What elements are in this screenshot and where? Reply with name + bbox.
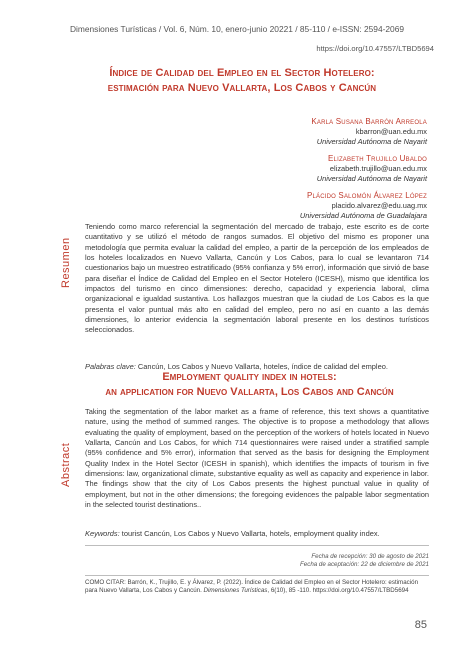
author-institution: Universidad Autónoma de Nayarit bbox=[316, 174, 427, 183]
author-name: Plácido Salomón Álvarez López bbox=[306, 191, 427, 200]
keywords-es-text: Cancún, Los Cabos y Nuevo Vallarta, hoteles, índice de calidad del empleo. bbox=[135, 362, 388, 371]
citation-prefix: COMO CITAR: Barrón, K., Trujillo, E. y Álvarez, P. (2022). Índice de Calidad del Empleo en el Sector Hotelero: estimación para Nuevo Vallarta, Los Cabos y Cancún. bbox=[85, 579, 419, 595]
keywords-en bbox=[85, 529, 429, 539]
title-es-line-1: Índice de Calidad del Empleo en el Sector Hotelero: bbox=[109, 67, 375, 79]
keywords-en-label: Keywords: bbox=[85, 529, 120, 538]
author-entry bbox=[167, 117, 427, 147]
article-title-en bbox=[70, 370, 429, 400]
citation-journal: Dimensiones Turísticas bbox=[203, 587, 268, 595]
page-number: 85 bbox=[414, 619, 427, 631]
abstract-text: Taking the segmentation of the labor market as a frame of reference, this text shows a quantitative nature, using the method of summed ranges. The objective is to propose a methodology that allows evaluating the quality of employment, based on the perception of the workers of hotels located in Nuevo Vallarta, Cancún and Los Cabos, for which 714 questionnaires were raised under a stratified sample (95% confidence and 5% error), information that served as the basis for designing the Employment Quality Index in the Hotel Sector (ICESH in spanish), which identifies the impacts of tourism in five dimensions: law, organizational climate, substantive equality as well as capacity and experience in labor. The findings show that the city of Los Cabos presents the highest punctual value in quality of employment, but not in the other dimensions; the foregoing evidences the palpable labor segmentation in the selected tourist destinations.. bbox=[85, 407, 429, 510]
author-name: Elizabeth Trujillo Ubaldo bbox=[328, 154, 427, 163]
received-date: Fecha de recepción: 30 de agosto de 2021 bbox=[311, 553, 429, 560]
resumen-side-label: Resumen bbox=[60, 237, 72, 288]
author-email[interactable]: elizabeth.trujillo@uan.edu.mx bbox=[329, 164, 427, 173]
author-name: Karla Susana Barrón Arreola bbox=[311, 117, 427, 126]
title-en-line-2: an application for Nuevo Vallarta, Los Cabos and Cancún bbox=[105, 386, 394, 398]
authors-list bbox=[167, 117, 427, 228]
author-institution: Universidad Autónoma de Guadalajara bbox=[299, 211, 427, 220]
abstract-side-label: Abstract bbox=[60, 442, 72, 487]
article-title-es bbox=[50, 66, 434, 96]
author-entry bbox=[167, 191, 427, 221]
author-email[interactable]: placido.alvarez@edu.uag.mx bbox=[331, 201, 427, 210]
journal-header: Dimensiones Turísticas / Vol. 6, Núm. 10, enero-junio 20221 / 85-110 / e-ISSN: 2594-2069 bbox=[69, 24, 405, 34]
divider bbox=[85, 545, 429, 546]
accepted-date: Fecha de aceptación: 22 de diciembre de 2021 bbox=[300, 561, 429, 568]
author-institution: Universidad Autónoma de Nayarit bbox=[316, 137, 427, 146]
author-entry bbox=[167, 154, 427, 184]
citation-suffix: , 6(10), 85 -110. https://doi.org/10.47557/LTBD5694 bbox=[267, 587, 409, 595]
resumen-text: Teniendo como marco referencial la segmentación del mercado de trabajo, este escrito es de corte cuantitativo y se utilizó el método de rangos sumados. El objetivo del mismo es proponer una metodología que permita evaluar la calidad del empleo, a partir de la percepción de los empleados de los hoteles localizados en Nuevo Vallarta, Cancún y Los Cabos, para lo cual se levantaron 714 cuestionarios bajo un muestreo estratificado (95% confianza y 5% error), información que sirvió de base para diseñar el Índice de Calidad del Empleo en el Sector Hotelero (ICESH), mismo que identifica los impactos del turismo en cinco dimensiones: derecho, capacidad y experiencia laboral, clima organizacional e igualdad sustantiva. Los hallazgos muestran que la ciudad de Los Cabos es la que presenta el valor puntual más alto en calidad del empleo, pero no así en cuanto a las demás dimensiones, lo anterior evidencia la segmentación laboral presente en los destinos turísticos seleccionados. bbox=[85, 222, 429, 335]
author-email[interactable]: kbarron@uan.edu.mx bbox=[355, 127, 427, 136]
submission-dates bbox=[300, 553, 429, 569]
title-en-line-1: Employment quality index in hotels: bbox=[162, 371, 337, 383]
doi-link[interactable]: https://doi.org/10.47557/LTBD5694 bbox=[316, 44, 434, 53]
keywords-es-label: Palabras clave: bbox=[85, 362, 136, 371]
citation bbox=[85, 575, 429, 595]
keywords-en-text: tourist Cancún, Los Cabos y Nuevo Vallarta, hotels, employment quality index. bbox=[119, 529, 380, 538]
title-es-line-2: estimación para Nuevo Vallarta, Los Cabos y Cancún bbox=[107, 82, 377, 94]
